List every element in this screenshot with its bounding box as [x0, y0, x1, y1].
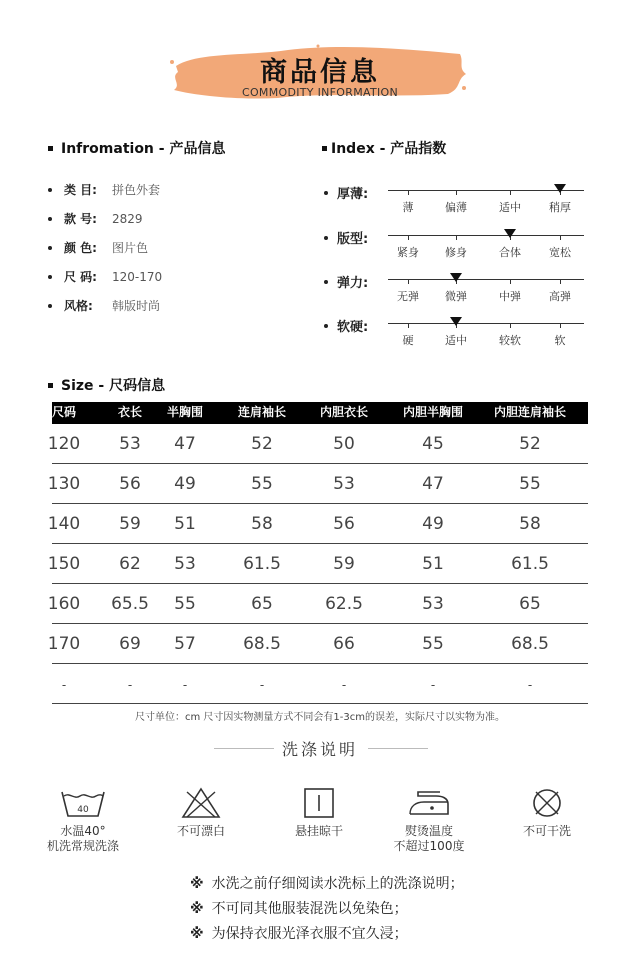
index-option: 修身	[445, 246, 467, 259]
table-cell: -	[61, 678, 67, 692]
bullet-dot-icon	[324, 236, 328, 240]
table-row	[52, 664, 588, 704]
index-scale	[324, 318, 594, 358]
wash-40-icon	[58, 786, 108, 820]
wash-tip: ※ 不可同其他服装混洗以免染色；	[190, 901, 408, 917]
bullet-dot-icon	[324, 324, 328, 328]
table-cell: -	[430, 678, 436, 692]
iron-icon	[404, 786, 454, 820]
table-cell: -	[527, 678, 533, 692]
care-label: 水温40° 机洗常规洗涤	[46, 824, 119, 853]
care-label: 不可干洗	[522, 824, 571, 838]
table-cell: 69	[119, 634, 141, 654]
table-cell: 55	[422, 634, 444, 654]
index-scale	[324, 185, 594, 225]
index-label: 厚薄:	[337, 187, 369, 202]
table-cell: 52	[251, 434, 273, 454]
table-cell: -	[127, 678, 133, 692]
column-header: 衣长	[117, 405, 143, 419]
index-tick	[456, 190, 457, 195]
index-scale-line	[388, 279, 584, 280]
table-cell: 49	[422, 514, 444, 534]
table-cell: 170	[47, 634, 81, 654]
index-option: 中弹	[499, 290, 521, 303]
table-cell: 59	[333, 554, 355, 574]
index-tick	[456, 235, 457, 240]
index-scale-line	[388, 323, 584, 324]
table-cell: 53	[119, 434, 141, 454]
column-header: 内胆半胸围	[402, 405, 464, 419]
index-option: 偏薄	[445, 201, 467, 214]
table-cell: 55	[174, 594, 196, 614]
table-cell: 51	[174, 514, 196, 534]
table-cell: -	[341, 678, 347, 692]
index-tick	[510, 190, 511, 195]
column-header: 半胸围	[166, 405, 204, 419]
table-cell: 65	[251, 594, 273, 614]
table-cell: 65	[519, 594, 541, 614]
table-cell: 50	[333, 434, 355, 454]
svg-text:40: 40	[77, 805, 89, 815]
table-cell: 55	[519, 474, 541, 494]
info-key: 款 号:	[64, 212, 97, 226]
index-option: 较软	[499, 334, 521, 347]
care-symbol	[492, 786, 602, 839]
care-label: 熨烫温度 不超过100度	[393, 824, 465, 853]
table-cell: 47	[174, 434, 196, 454]
index-tick	[408, 235, 409, 240]
size-heading: Size - 尺码信息	[48, 375, 165, 395]
hang-dry-icon	[302, 786, 336, 820]
table-cell: 45	[422, 434, 444, 454]
table-cell: 53	[333, 474, 355, 494]
index-tick	[560, 279, 561, 284]
no-dry-clean-icon	[530, 786, 564, 820]
column-header: 内胆衣长	[319, 405, 369, 419]
index-option: 紧身	[397, 246, 419, 259]
info-key: 颜 色:	[64, 241, 97, 255]
bullet-dot-icon	[324, 280, 328, 284]
size-table	[47, 402, 588, 704]
table-cell: 62	[119, 554, 141, 574]
table-cell: 68.5	[511, 634, 549, 654]
info-key: 风格:	[64, 299, 93, 313]
index-option: 适中	[445, 334, 467, 347]
table-row	[47, 624, 588, 664]
info-item	[48, 181, 160, 199]
table-cell: 52	[519, 434, 541, 454]
index-marker-icon	[554, 184, 566, 193]
info-value: 2829	[112, 212, 143, 226]
care-symbol	[374, 786, 484, 854]
info-item	[48, 268, 162, 286]
bullet-dot-icon	[324, 191, 328, 195]
bullet-square-icon	[322, 146, 327, 151]
table-cell: 49	[174, 474, 196, 494]
index-tick	[408, 190, 409, 195]
table-row	[47, 504, 588, 544]
table-cell: 150	[47, 554, 81, 574]
bullet-square-icon	[48, 146, 53, 151]
column-header: 尺码	[51, 405, 77, 419]
index-tick	[510, 323, 511, 328]
size-table-header	[52, 402, 588, 424]
info-item	[48, 239, 148, 257]
table-cell: 56	[119, 474, 141, 494]
table-cell: 53	[174, 554, 196, 574]
table-cell: 68.5	[243, 634, 281, 654]
table-row	[47, 544, 588, 584]
index-option: 无弹	[397, 290, 419, 303]
table-cell: 47	[422, 474, 444, 494]
index-scale-line	[388, 235, 584, 236]
index-option: 微弹	[445, 290, 467, 303]
care-label: 悬挂晾干	[294, 824, 343, 838]
index-option: 软	[554, 334, 566, 347]
index-marker-icon	[504, 229, 516, 238]
index-tick	[560, 235, 561, 240]
column-header: 连肩袖长	[237, 405, 287, 419]
table-cell: 160	[47, 594, 81, 614]
table-cell: 62.5	[325, 594, 363, 614]
info-key: 类 目:	[64, 183, 97, 197]
info-value: 图片色	[112, 241, 149, 255]
index-tick	[408, 323, 409, 328]
wash-title: 洗涤说明	[281, 740, 358, 759]
table-cell: 59	[119, 514, 141, 534]
table-cell: -	[182, 678, 188, 692]
page-subtitle: COMMODITY INFORMATION	[241, 86, 399, 99]
table-cell: 56	[333, 514, 355, 534]
wash-tip: ※ 水洗之前仔细阅读水洗标上的洗涤说明；	[190, 876, 464, 892]
care-label: 不可漂白	[176, 824, 225, 838]
care-symbol	[28, 786, 138, 854]
info-value: 拼色外套	[112, 183, 161, 197]
table-cell: 53	[422, 594, 444, 614]
index-scale	[324, 274, 594, 314]
table-cell: -	[259, 678, 265, 692]
index-option: 合体	[499, 246, 521, 259]
table-cell: 51	[422, 554, 444, 574]
info-item	[48, 210, 143, 228]
index-tick	[510, 279, 511, 284]
index-tick	[408, 279, 409, 284]
bullet-square-icon	[48, 383, 53, 388]
page-title: 商品信息	[260, 57, 380, 88]
bullet-dot-icon	[48, 304, 52, 308]
index-label: 软硬:	[337, 320, 369, 335]
table-cell: 130	[47, 474, 81, 494]
index-heading: Index - 产品指数	[322, 138, 446, 158]
info-heading: Infromation - 产品信息	[48, 138, 225, 158]
bullet-dot-icon	[48, 188, 52, 192]
index-label: 版型:	[337, 232, 369, 247]
table-row	[47, 584, 588, 624]
table-cell: 65.5	[111, 594, 149, 614]
table-cell: 61.5	[243, 554, 281, 574]
index-option: 适中	[499, 201, 521, 214]
table-row	[47, 464, 588, 504]
table-cell: 58	[251, 514, 273, 534]
table-cell: 140	[47, 514, 81, 534]
reference-mark-icon: ※	[190, 901, 204, 917]
care-symbol	[146, 786, 256, 839]
index-option: 宽松	[549, 246, 571, 259]
index-option: 薄	[402, 201, 414, 214]
info-value: 韩版时尚	[112, 299, 161, 313]
table-cell: 58	[519, 514, 541, 534]
table-cell: 61.5	[511, 554, 549, 574]
size-note: 尺寸单位：cm 尺寸因实物测量方式不同会有1-3cm的误差，实际尺寸以实物为准。	[135, 712, 505, 723]
no-bleach-icon	[179, 786, 223, 820]
info-key: 尺 码:	[64, 270, 97, 284]
table-cell: 66	[333, 634, 355, 654]
index-label: 弹力:	[337, 276, 369, 291]
info-item	[48, 297, 160, 315]
index-tick	[560, 323, 561, 328]
reference-mark-icon: ※	[190, 876, 204, 892]
table-row	[47, 424, 588, 464]
index-marker-icon	[450, 317, 462, 326]
bullet-dot-icon	[48, 275, 52, 279]
index-option: 高弹	[549, 290, 571, 303]
index-marker-icon	[450, 273, 462, 282]
column-header: 内胆连肩袖长	[493, 405, 567, 419]
bullet-dot-icon	[48, 217, 52, 221]
page-header	[0, 30, 640, 110]
table-cell: 120	[47, 434, 81, 454]
index-scale	[324, 230, 594, 270]
table-cell: 55	[251, 474, 273, 494]
wash-tip: ※ 为保持衣服光泽衣服不宜久浸；	[190, 926, 408, 942]
bullet-dot-icon	[48, 246, 52, 250]
reference-mark-icon: ※	[190, 926, 204, 942]
info-value: 120-170	[112, 270, 163, 284]
care-symbol	[264, 786, 374, 839]
index-option: 硬	[402, 334, 414, 347]
index-option: 稍厚	[549, 201, 571, 214]
table-cell: 57	[174, 634, 196, 654]
